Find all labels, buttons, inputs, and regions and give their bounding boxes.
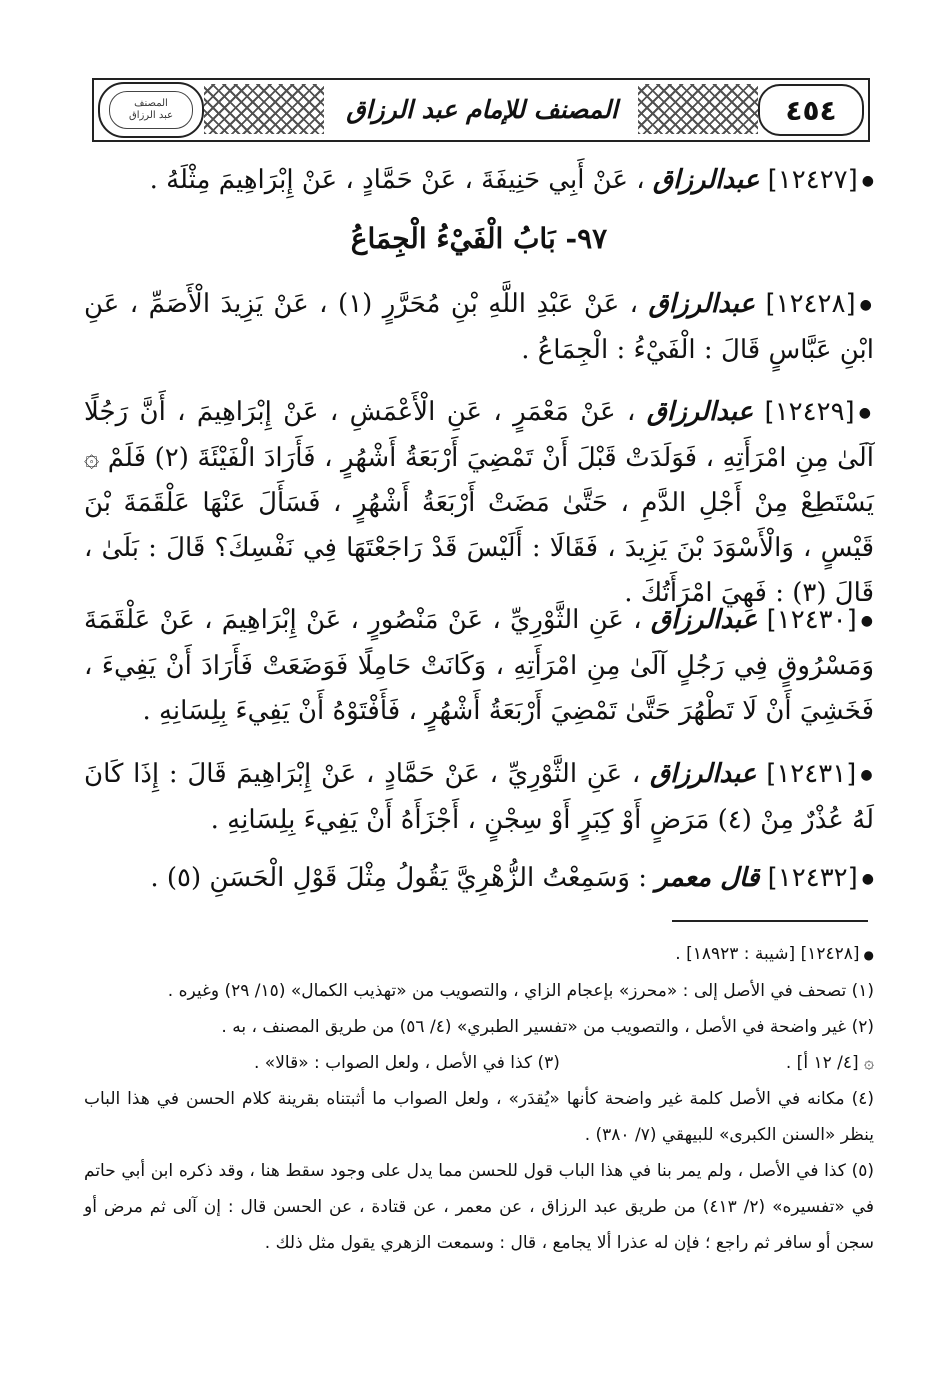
header-ornament-left (204, 84, 324, 134)
page-header (92, 78, 870, 142)
entry-12428 (84, 282, 874, 373)
entry-number: [١٢٤٢٧] (767, 165, 858, 195)
entry-number: [١٢٤٣١] (766, 759, 857, 789)
entry-number: [١٢٤٣٠] (766, 605, 857, 635)
narrator-name: عبدالرزاق (646, 397, 754, 427)
footnote-2: (٢) غير واضحة في الأصل ، والتصويب من «تفسير الطبري» (٤/ ٥٦) من طريق المصنف ، به . (221, 1017, 874, 1037)
footnote-3: (٣) كذا في الأصل ، ولعل الصواب : «قالا» . (254, 1053, 560, 1073)
entry-number: [١٢٤٣٢] (767, 863, 858, 893)
footnote-5: (٥) كذا في الأصل ، ولم يمر بنا في هذا الباب قول للحسن مما يدل على وجود سقط هنا ، وقد ذكره ابن أبي حاتم في «تفسيره» (٢/ ٤١٣) من طريق عبد الرزاق ، عن معمر ، عن قتادة ، عن الحسن قال : إن آلى ثم مرض أو سجن أو سافر ثم راجع ؛ فإن له عذرا ألا يجامع ، قال : وسمعت الزهري يقول مثل ذلك . (84, 1161, 874, 1253)
footnote-1: (١) تصحف في الأصل إلى : «محرز» بإعجام الزاي ، والتصويب من «تهذيب الكمال» (١٥/ ٢٩) وغيره . (167, 981, 874, 1001)
entry-12427 (84, 158, 874, 204)
entry-text: : وَسَمِعْتُ الزُّهْرِيَّ يَقُولُ مِثْلَ قَوْلِ الْحَسَنِ (٥) . (150, 863, 647, 893)
footnote-row-3 (84, 1045, 874, 1081)
entry-number: [١٢٤٢٨] (765, 289, 856, 319)
entry-text: ، عَنِ الثَّوْرِيِّ ، عَنْ مَنْصُورٍ ، عَنْ إِبْرَاهِيمَ ، عَنْ عَلْقَمَةَ وَمَسْرُوقٍ فِي رَجُلٍ آلَىٰ مِنِ امْرَأَتِهِ ، وَكَانَتْ حَامِلًا فَوَضَعَتْ فَأَرَادَ أَنْ يَفِيءَ ، فَخَشِيَ أَنْ لَا تَطْهُرَ حَتَّىٰ تَمْضِيَ أَرْبَعَةُ أَشْهُرٍ ، فَأَفْتَوْهُ أَنْ يَفِيءَ بِلِسَانِهِ . (84, 605, 874, 726)
entry-12429 (84, 390, 874, 616)
entry-12431 (84, 752, 874, 843)
running-title: المصنف للإمام عبد الرزاق (346, 94, 618, 124)
entry-number: [١٢٤٢٩] (764, 397, 855, 427)
bullet-icon: ● (861, 172, 874, 189)
footnote-folio: ۞ [٤/ ١٢ أ] . (785, 1053, 874, 1073)
chapter-heading: ٩٧- بَابُ الْفَيْءُ الْجِمَاعُ (350, 222, 608, 255)
narrator-name: عبدالرزاق (650, 605, 758, 635)
entry-12432 (84, 856, 874, 902)
page-number: ٤٥٤ (785, 93, 837, 127)
entry-12430 (84, 598, 874, 734)
bullet-icon: ● (861, 870, 874, 887)
narrator-name: قال معمر (655, 863, 760, 893)
narrator-name: عبدالرزاق (649, 759, 757, 789)
narrator-name: عبدالرزاق (652, 165, 760, 195)
narrator-name: عبدالرزاق (648, 289, 755, 319)
page-number-cartouche (758, 84, 864, 136)
footnote-4: (٤) مكانه في الأصل كلمة غير واضحة كأنها «يُقدَر» ، ولعل الصواب ما أثبتناه بقرينة كلام الحسن في هذا الباب ينظر «السنن الكبرى» للبيهقي (٧/ ٣٨٠) . (84, 1089, 874, 1145)
footnote-source-ref: ●[١٢٤٢٨] [شيبة : ١٨٩٢٣] . (675, 944, 874, 964)
book-seal-logo (98, 82, 204, 138)
bullet-icon: ● (860, 766, 875, 783)
running-title-box (332, 82, 632, 136)
seal-inner-ring (109, 91, 193, 129)
seal-line-2: عبد الرزاق (128, 110, 174, 121)
footnotes (84, 936, 874, 1261)
entry-text: ، عَنْ عَبْدِ اللَّهِ بْنِ مُحَرَّرٍ (١) ، عَنْ يَزِيدَ الْأَصَمِّ ، عَنِ ابْنِ عَبَّاسٍ قَالَ : الْفَيْءُ : الْجِمَاعُ . (84, 289, 874, 365)
footnote-separator (672, 920, 868, 922)
seal-line-1: المصنف (134, 98, 168, 109)
bullet-icon: ● (859, 296, 875, 313)
bullet-icon: ● (860, 612, 874, 629)
entry-text: ، عَنْ مَعْمَرٍ ، عَنِ الْأَعْمَشِ ، عَنْ إِبْرَاهِيمَ ، أَنَّ رَجُلًا آلَىٰ مِنِ امْرَأَتِهِ ، فَوَلَدَتْ قَبْلَ أَنْ تَمْضِيَ أَرْبَعَةُ أَشْهُرٍ ، فَأَرَادَ الْفَيْئَةَ (٢) فَلَمْ ۞ يَسْتَطِعْ مِنْ أَجْلِ الدَّمِ ، حَتَّىٰ مَضَتْ أَرْبَعَةُ أَشْهُرٍ ، فَسَأَلَ عَنْهَا عَلْقَمَةَ بْنَ قَيْسٍ ، وَالْأَسْوَدَ بْنَ يَزِيدَ ، فَقَالَا : أَلَيْسَ قَدْ رَاجَعْتَهَا فِي نَفْسِكَ؟ قَالَ : بَلَىٰ ، قَالَ (٣) : فَهِيَ امْرَأَتُكَ . (84, 397, 874, 608)
header-ornament-right (638, 84, 758, 134)
bullet-icon: ● (863, 948, 874, 962)
entry-text: ، عَنْ أَبِي حَنِيفَةَ ، عَنْ حَمَّادٍ ، عَنْ إِبْرَاهِيمَ مِثْلَهُ . (149, 165, 645, 195)
bullet-icon: ● (858, 404, 874, 421)
entry-text: ، عَنِ الثَّوْرِيِّ ، عَنْ حَمَّادٍ ، عَنْ إِبْرَاهِيمَ قَالَ : إِذَا كَانَ لَهُ عُذْرٌ مِنْ (٤) مَرَضٍ أَوْ كِبَرٍ أَوْ سِجْنٍ ، أَجْزَأَهُ أَنْ يَفِيءَ بِلِسَانِهِ . (84, 759, 874, 835)
